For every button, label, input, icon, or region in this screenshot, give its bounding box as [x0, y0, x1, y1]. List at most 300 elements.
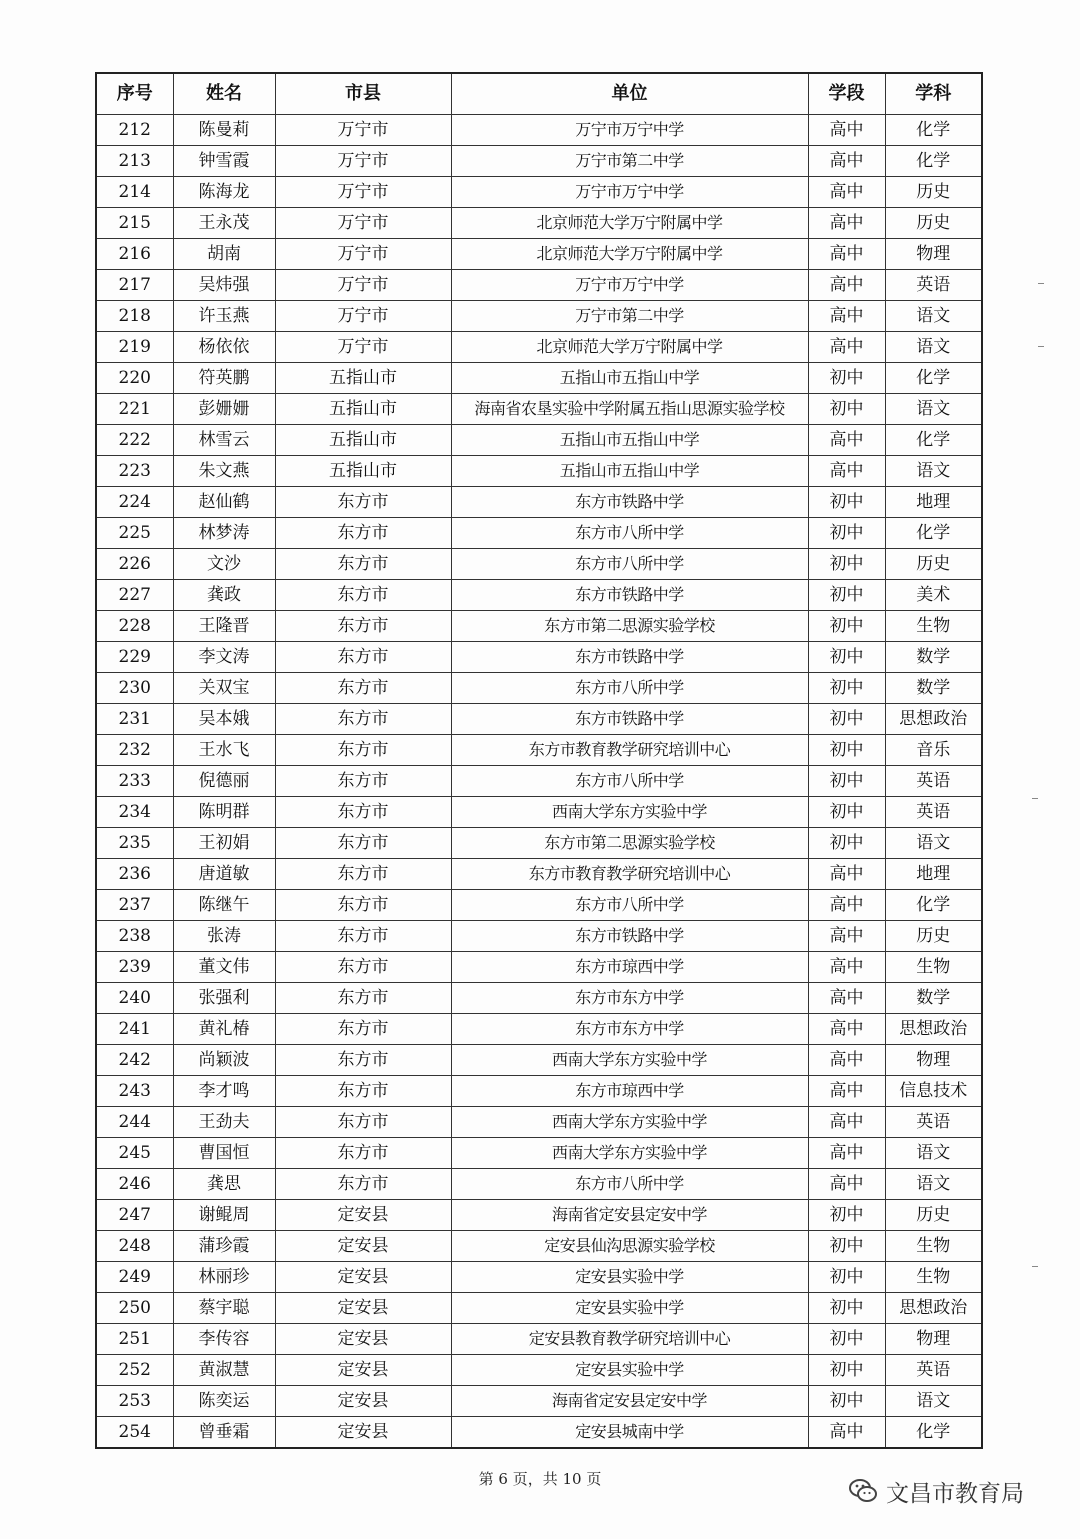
cell-city: 万宁市	[275, 270, 451, 301]
cell-subject: 化学	[885, 1417, 982, 1449]
cell-index: 214	[96, 177, 173, 208]
table-row	[96, 1262, 982, 1293]
cell-index: 249	[96, 1262, 173, 1293]
table-row	[96, 642, 982, 673]
cell-stage: 高中	[808, 952, 885, 983]
cell-city: 东方市	[275, 983, 451, 1014]
cell-index: 236	[96, 859, 173, 890]
cell-name: 林丽珍	[173, 1262, 275, 1293]
cell-subject: 思想政治	[885, 1293, 982, 1324]
cell-unit: 定安县仙沟思源实验学校	[451, 1231, 808, 1262]
cell-stage: 初中	[808, 487, 885, 518]
cell-name: 吴本娥	[173, 704, 275, 735]
cell-unit: 东方市八所中学	[451, 890, 808, 921]
cell-stage: 高中	[808, 921, 885, 952]
cell-subject: 历史	[885, 208, 982, 239]
cell-name: 彭姗姗	[173, 394, 275, 425]
cell-name: 李文涛	[173, 642, 275, 673]
cell-stage: 初中	[808, 1386, 885, 1417]
cell-subject: 语文	[885, 1138, 982, 1169]
cell-subject: 地理	[885, 859, 982, 890]
cell-stage: 初中	[808, 704, 885, 735]
cell-name: 钟雪霞	[173, 146, 275, 177]
cell-subject: 化学	[885, 115, 982, 146]
table-row	[96, 1076, 982, 1107]
cell-city: 东方市	[275, 611, 451, 642]
cell-index: 230	[96, 673, 173, 704]
cell-stage: 高中	[808, 1107, 885, 1138]
cell-index: 253	[96, 1386, 173, 1417]
table-row	[96, 1107, 982, 1138]
cell-subject: 语文	[885, 456, 982, 487]
cell-index: 234	[96, 797, 173, 828]
cell-city: 定安县	[275, 1386, 451, 1417]
table-row	[96, 487, 982, 518]
cell-city: 五指山市	[275, 456, 451, 487]
cell-name: 文沙	[173, 549, 275, 580]
cell-index: 248	[96, 1231, 173, 1262]
table-row	[96, 425, 982, 456]
cell-city: 五指山市	[275, 425, 451, 456]
header-name: 姓名	[173, 73, 275, 115]
cell-index: 227	[96, 580, 173, 611]
cell-name: 陈海龙	[173, 177, 275, 208]
cell-stage: 高中	[808, 456, 885, 487]
cell-subject: 语文	[885, 332, 982, 363]
cell-subject: 生物	[885, 611, 982, 642]
cell-city: 定安县	[275, 1262, 451, 1293]
cell-name: 龚政	[173, 580, 275, 611]
cell-stage: 高中	[808, 1138, 885, 1169]
cell-unit: 定安县实验中学	[451, 1293, 808, 1324]
cell-stage: 高中	[808, 1045, 885, 1076]
table-row	[96, 1200, 982, 1231]
cell-city: 东方市	[275, 673, 451, 704]
cell-stage: 初中	[808, 797, 885, 828]
cell-unit: 东方市教育教学研究培训中心	[451, 859, 808, 890]
cell-stage: 高中	[808, 1076, 885, 1107]
cell-name: 杨依依	[173, 332, 275, 363]
cell-unit: 万宁市万宁中学	[451, 115, 808, 146]
cell-index: 216	[96, 239, 173, 270]
cell-city: 五指山市	[275, 363, 451, 394]
cell-stage: 高中	[808, 425, 885, 456]
table-row	[96, 1386, 982, 1417]
cell-stage: 初中	[808, 766, 885, 797]
cell-stage: 初中	[808, 735, 885, 766]
cell-subject: 信息技术	[885, 1076, 982, 1107]
cell-subject: 语文	[885, 301, 982, 332]
cell-stage: 初中	[808, 1231, 885, 1262]
cell-city: 东方市	[275, 735, 451, 766]
cell-index: 225	[96, 518, 173, 549]
cell-subject: 化学	[885, 146, 982, 177]
table-row	[96, 673, 982, 704]
cell-index: 219	[96, 332, 173, 363]
table-row	[96, 1138, 982, 1169]
cell-name: 关双宝	[173, 673, 275, 704]
cell-stage: 初中	[808, 1200, 885, 1231]
cell-unit: 北京师范大学万宁附属中学	[451, 332, 808, 363]
cell-subject: 历史	[885, 1200, 982, 1231]
cell-city: 东方市	[275, 704, 451, 735]
cell-unit: 五指山市五指山中学	[451, 456, 808, 487]
cell-unit: 西南大学东方实验中学	[451, 1107, 808, 1138]
table-row	[96, 549, 982, 580]
cell-unit: 东方市第二思源实验学校	[451, 828, 808, 859]
header-unit: 单位	[451, 73, 808, 115]
cell-index: 231	[96, 704, 173, 735]
cell-name: 张涛	[173, 921, 275, 952]
cell-city: 东方市	[275, 921, 451, 952]
cell-stage: 初中	[808, 828, 885, 859]
cell-name: 王隆晋	[173, 611, 275, 642]
watermark-text: 文昌市教育局	[886, 1480, 1024, 1507]
header-index: 序号	[96, 73, 173, 115]
cell-index: 226	[96, 549, 173, 580]
cell-subject: 英语	[885, 1107, 982, 1138]
cell-subject: 化学	[885, 890, 982, 921]
cell-unit: 东方市东方中学	[451, 1014, 808, 1045]
cell-unit: 东方市八所中学	[451, 766, 808, 797]
cell-name: 吴炜强	[173, 270, 275, 301]
cell-index: 242	[96, 1045, 173, 1076]
cell-city: 万宁市	[275, 301, 451, 332]
cell-index: 229	[96, 642, 173, 673]
cell-city: 东方市	[275, 890, 451, 921]
cell-unit: 东方市八所中学	[451, 518, 808, 549]
table-row	[96, 146, 982, 177]
cell-unit: 西南大学东方实验中学	[451, 1045, 808, 1076]
cell-name: 蒲珍霞	[173, 1231, 275, 1262]
cell-subject: 语文	[885, 1169, 982, 1200]
page-number: 第 6 页，共 10 页	[478, 1470, 602, 1488]
cell-unit: 北京师范大学万宁附属中学	[451, 239, 808, 270]
table-row	[96, 797, 982, 828]
cell-name: 龚思	[173, 1169, 275, 1200]
cell-name: 曾垂霜	[173, 1417, 275, 1449]
cell-subject: 数学	[885, 983, 982, 1014]
cell-index: 238	[96, 921, 173, 952]
cell-stage: 初中	[808, 1262, 885, 1293]
cell-city: 定安县	[275, 1417, 451, 1449]
cell-name: 林雪云	[173, 425, 275, 456]
cell-subject: 数学	[885, 642, 982, 673]
table-row	[96, 394, 982, 425]
cell-unit: 海南省定安县定安中学	[451, 1200, 808, 1231]
cell-city: 东方市	[275, 797, 451, 828]
cell-city: 东方市	[275, 1169, 451, 1200]
cell-city: 东方市	[275, 859, 451, 890]
cell-stage: 高中	[808, 270, 885, 301]
cell-unit: 西南大学东方实验中学	[451, 797, 808, 828]
cell-name: 陈明群	[173, 797, 275, 828]
cell-subject: 生物	[885, 1262, 982, 1293]
cell-subject: 语文	[885, 1386, 982, 1417]
cell-subject: 物理	[885, 1045, 982, 1076]
cell-index: 218	[96, 301, 173, 332]
cell-stage: 高中	[808, 1417, 885, 1449]
cell-unit: 东方市铁路中学	[451, 487, 808, 518]
cell-stage: 高中	[808, 301, 885, 332]
cell-city: 万宁市	[275, 239, 451, 270]
wechat-icon	[848, 1476, 878, 1506]
cell-index: 239	[96, 952, 173, 983]
cell-stage: 高中	[808, 1169, 885, 1200]
cell-name: 陈曼莉	[173, 115, 275, 146]
cell-name: 谢鲲周	[173, 1200, 275, 1231]
table-row	[96, 1014, 982, 1045]
cell-name: 黄淑慧	[173, 1355, 275, 1386]
cell-unit: 东方市铁路中学	[451, 642, 808, 673]
cell-index: 235	[96, 828, 173, 859]
cell-index: 246	[96, 1169, 173, 1200]
cell-index: 222	[96, 425, 173, 456]
cell-stage: 高中	[808, 1014, 885, 1045]
cell-subject: 英语	[885, 1355, 982, 1386]
table-row	[96, 890, 982, 921]
cell-index: 212	[96, 115, 173, 146]
cell-unit: 东方市八所中学	[451, 673, 808, 704]
table-row	[96, 580, 982, 611]
scan-mark	[1032, 798, 1038, 799]
cell-city: 东方市	[275, 518, 451, 549]
cell-unit: 海南省农垦实验中学附属五指山思源实验学校	[451, 394, 808, 425]
cell-stage: 初中	[808, 580, 885, 611]
cell-city: 万宁市	[275, 332, 451, 363]
cell-name: 董文伟	[173, 952, 275, 983]
teacher-roster-table	[95, 72, 983, 1449]
cell-subject: 化学	[885, 518, 982, 549]
cell-index: 254	[96, 1417, 173, 1449]
cell-index: 252	[96, 1355, 173, 1386]
cell-city: 东方市	[275, 952, 451, 983]
cell-name: 唐道敏	[173, 859, 275, 890]
cell-name: 胡南	[173, 239, 275, 270]
cell-unit: 北京师范大学万宁附属中学	[451, 208, 808, 239]
cell-stage: 初中	[808, 549, 885, 580]
cell-unit: 万宁市第二中学	[451, 146, 808, 177]
cell-city: 东方市	[275, 1107, 451, 1138]
cell-stage: 初中	[808, 1324, 885, 1355]
cell-subject: 历史	[885, 549, 982, 580]
cell-name: 符英鹏	[173, 363, 275, 394]
cell-unit: 万宁市万宁中学	[451, 177, 808, 208]
cell-subject: 语文	[885, 394, 982, 425]
cell-subject: 音乐	[885, 735, 982, 766]
cell-subject: 生物	[885, 952, 982, 983]
cell-index: 237	[96, 890, 173, 921]
cell-subject: 物理	[885, 239, 982, 270]
cell-unit: 定安县实验中学	[451, 1262, 808, 1293]
cell-index: 217	[96, 270, 173, 301]
cell-name: 李传容	[173, 1324, 275, 1355]
cell-subject: 化学	[885, 363, 982, 394]
cell-stage: 高中	[808, 208, 885, 239]
cell-subject: 英语	[885, 766, 982, 797]
table-row	[96, 1324, 982, 1355]
table-row	[96, 1169, 982, 1200]
header-city: 市县	[275, 73, 451, 115]
cell-name: 尚颖波	[173, 1045, 275, 1076]
table-row	[96, 1045, 982, 1076]
cell-city: 东方市	[275, 642, 451, 673]
table-row	[96, 859, 982, 890]
cell-stage: 高中	[808, 983, 885, 1014]
cell-index: 240	[96, 983, 173, 1014]
cell-subject: 语文	[885, 828, 982, 859]
cell-index: 228	[96, 611, 173, 642]
header-subject: 学科	[885, 73, 982, 115]
table-row	[96, 177, 982, 208]
cell-city: 定安县	[275, 1293, 451, 1324]
table-row	[96, 332, 982, 363]
cell-unit: 定安县实验中学	[451, 1355, 808, 1386]
table-row	[96, 1355, 982, 1386]
cell-name: 张强利	[173, 983, 275, 1014]
cell-city: 东方市	[275, 549, 451, 580]
cell-name: 曹国恒	[173, 1138, 275, 1169]
cell-unit: 东方市教育教学研究培训中心	[451, 735, 808, 766]
table-row	[96, 704, 982, 735]
table-row	[96, 983, 982, 1014]
cell-index: 244	[96, 1107, 173, 1138]
cell-unit: 万宁市第二中学	[451, 301, 808, 332]
cell-stage: 初中	[808, 611, 885, 642]
cell-unit: 五指山市五指山中学	[451, 363, 808, 394]
cell-subject: 思想政治	[885, 704, 982, 735]
cell-name: 许玉燕	[173, 301, 275, 332]
cell-index: 250	[96, 1293, 173, 1324]
table-row	[96, 363, 982, 394]
cell-index: 220	[96, 363, 173, 394]
cell-city: 东方市	[275, 766, 451, 797]
cell-subject: 英语	[885, 270, 982, 301]
cell-city: 东方市	[275, 1138, 451, 1169]
scan-mark	[1038, 283, 1044, 284]
cell-subject: 美术	[885, 580, 982, 611]
cell-stage: 初中	[808, 642, 885, 673]
table-row	[96, 611, 982, 642]
cell-stage: 初中	[808, 1355, 885, 1386]
table-row	[96, 270, 982, 301]
cell-city: 东方市	[275, 580, 451, 611]
cell-unit: 东方市八所中学	[451, 549, 808, 580]
table-row	[96, 735, 982, 766]
cell-index: 241	[96, 1014, 173, 1045]
table-row	[96, 1417, 982, 1449]
cell-unit: 东方市东方中学	[451, 983, 808, 1014]
table-row	[96, 952, 982, 983]
cell-name: 朱文燕	[173, 456, 275, 487]
cell-unit: 定安县城南中学	[451, 1417, 808, 1449]
table-row	[96, 239, 982, 270]
cell-unit: 东方市铁路中学	[451, 921, 808, 952]
cell-subject: 生物	[885, 1231, 982, 1262]
cell-name: 蔡宇聪	[173, 1293, 275, 1324]
table-row	[96, 1231, 982, 1262]
cell-subject: 物理	[885, 1324, 982, 1355]
cell-name: 林梦涛	[173, 518, 275, 549]
cell-city: 定安县	[275, 1200, 451, 1231]
cell-index: 224	[96, 487, 173, 518]
cell-unit: 东方市铁路中学	[451, 580, 808, 611]
cell-city: 东方市	[275, 487, 451, 518]
cell-subject: 历史	[885, 921, 982, 952]
cell-index: 243	[96, 1076, 173, 1107]
cell-stage: 高中	[808, 177, 885, 208]
cell-city: 东方市	[275, 1076, 451, 1107]
cell-unit: 海南省定安县定安中学	[451, 1386, 808, 1417]
cell-name: 陈奕运	[173, 1386, 275, 1417]
table-row	[96, 301, 982, 332]
cell-stage: 初中	[808, 394, 885, 425]
cell-unit: 东方市琼西中学	[451, 1076, 808, 1107]
cell-city: 东方市	[275, 1014, 451, 1045]
cell-unit: 东方市八所中学	[451, 1169, 808, 1200]
cell-city: 万宁市	[275, 146, 451, 177]
cell-city: 万宁市	[275, 208, 451, 239]
cell-city: 万宁市	[275, 177, 451, 208]
cell-unit: 西南大学东方实验中学	[451, 1138, 808, 1169]
scan-mark	[1038, 346, 1044, 347]
cell-unit: 东方市琼西中学	[451, 952, 808, 983]
cell-index: 245	[96, 1138, 173, 1169]
cell-stage: 初中	[808, 673, 885, 704]
cell-name: 李才鸣	[173, 1076, 275, 1107]
cell-city: 定安县	[275, 1231, 451, 1262]
cell-index: 215	[96, 208, 173, 239]
cell-stage: 初中	[808, 518, 885, 549]
cell-index: 223	[96, 456, 173, 487]
cell-stage: 初中	[808, 1293, 885, 1324]
cell-name: 黄礼椿	[173, 1014, 275, 1045]
cell-subject: 思想政治	[885, 1014, 982, 1045]
cell-city: 定安县	[275, 1355, 451, 1386]
cell-subject: 化学	[885, 425, 982, 456]
scan-mark	[1032, 1266, 1038, 1267]
cell-subject: 历史	[885, 177, 982, 208]
table-row	[96, 456, 982, 487]
cell-index: 247	[96, 1200, 173, 1231]
table-header-row	[96, 73, 982, 115]
cell-stage: 高中	[808, 890, 885, 921]
cell-unit: 定安县教育教学研究培训中心	[451, 1324, 808, 1355]
cell-unit: 五指山市五指山中学	[451, 425, 808, 456]
cell-name: 倪德丽	[173, 766, 275, 797]
cell-name: 王初娟	[173, 828, 275, 859]
cell-stage: 高中	[808, 239, 885, 270]
cell-city: 五指山市	[275, 394, 451, 425]
cell-stage: 高中	[808, 332, 885, 363]
cell-city: 定安县	[275, 1324, 451, 1355]
table-row	[96, 518, 982, 549]
cell-unit: 万宁市万宁中学	[451, 270, 808, 301]
table-row	[96, 208, 982, 239]
cell-city: 万宁市	[275, 115, 451, 146]
cell-index: 232	[96, 735, 173, 766]
table-row	[96, 828, 982, 859]
cell-city: 东方市	[275, 1045, 451, 1076]
cell-name: 陈继午	[173, 890, 275, 921]
cell-name: 王永茂	[173, 208, 275, 239]
watermark	[848, 1471, 1024, 1511]
header-stage: 学段	[808, 73, 885, 115]
cell-subject: 数学	[885, 673, 982, 704]
cell-index: 251	[96, 1324, 173, 1355]
cell-index: 233	[96, 766, 173, 797]
cell-stage: 高中	[808, 146, 885, 177]
